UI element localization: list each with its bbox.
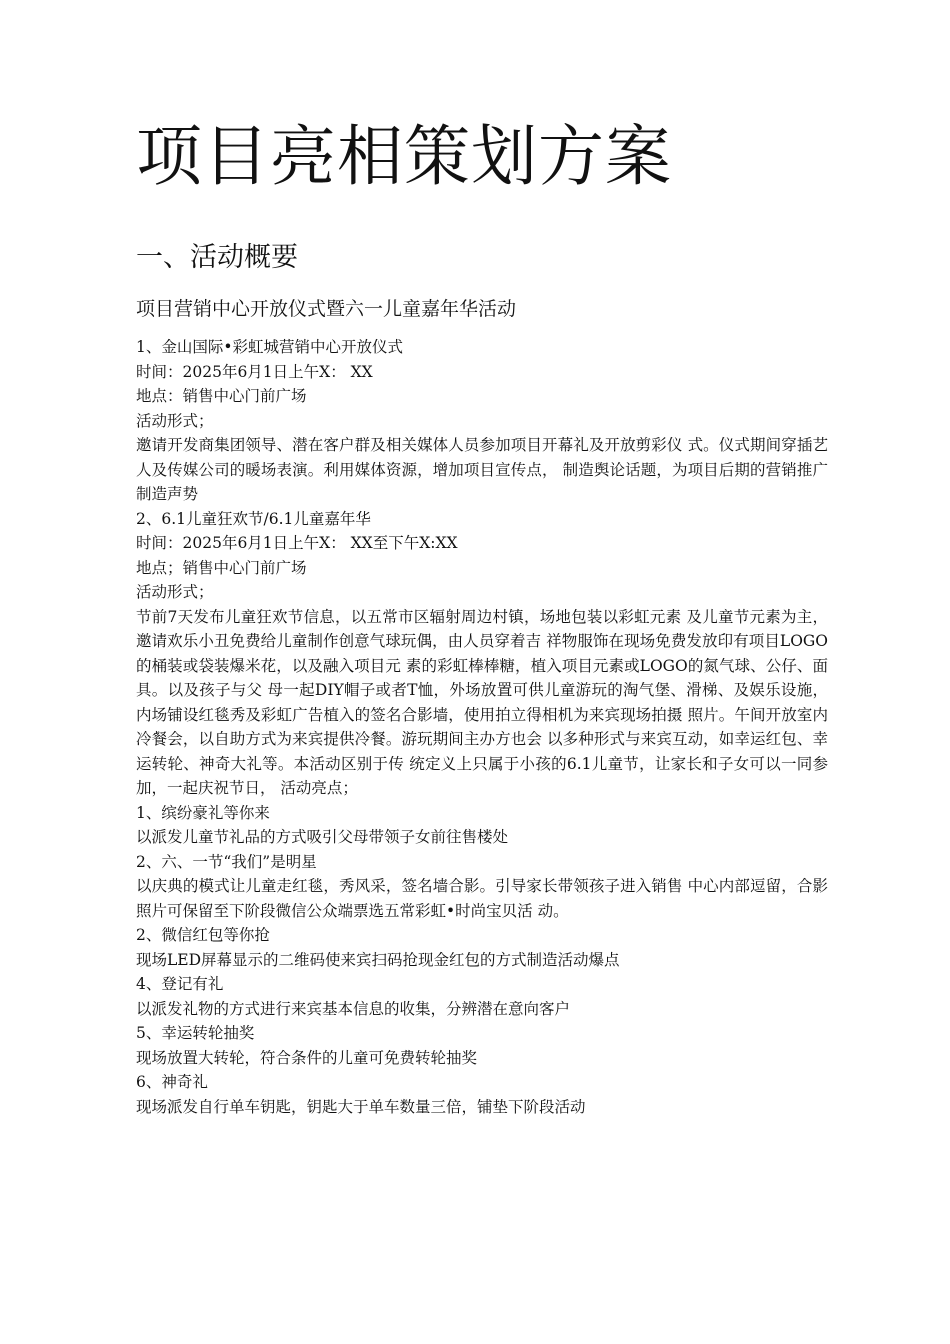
paragraph: 活动形式；: [136, 583, 214, 601]
paragraph: 1、金山国际•彩虹城营销中心开放仪式: [136, 338, 404, 356]
paragraph: 地点；销售中心门前广场: [136, 558, 307, 577]
paragraph: 节前7天发布儿童狂欢节信息，以五常市区辐射周边村镇，场地包装以彩虹元素 及儿童节元素为主，邀请欢乐小丑免费给儿童制作创意气球玩偶，由人员穿着吉 祥物服饰在现场免费发放印有项目LOGO的桶装或袋装爆米花，以及融入项目元 素的彩虹棒棒糖，植入项目元素或LOGO的氮气球、公仔、面具。以及孩子与父 母一起DIY帽子或者T恤，外场放置可供儿童游玩的淘气堡、滑梯、及娱乐设施， 内场铺设红毯秀及彩虹广告植入的签名合影墙，使用拍立得相机为来宾现场拍摄 照片。午间开放室内冷餐会，以自助方式为来宾提供冷餐。游玩期间主办方也会 以多种形式与来宾互动，如幸运红包、幸运转轮、神奇大礼等。本活动区别于传 统定义上只属于小孩的6.1儿童节，让家长和子女可以一同参加，一起庆祝节日， 活动亮点；: [136, 607, 828, 797]
paragraph: 活动形式；: [136, 411, 214, 430]
paragraph: 地点：销售中心门前广场: [136, 387, 307, 405]
paragraph: 时间：2025年6月1日上午X： XX至下午X:XX: [136, 534, 458, 552]
paragraph: 1、缤纷豪礼等你来: [136, 803, 270, 822]
document-body: [136, 335, 828, 1119]
section-heading: 一、活动概要: [136, 242, 298, 273]
paragraph: 邀请开发商集团领导、潜在客户群及相关媒体人员参加项目开幕礼及开放剪彩仪 式。仪式期间穿插艺人及传媒公司的暖场表演。利用媒体资源，增加项目宣传点， 制造舆论话题，为项目后期的营销推广制造声势: [136, 436, 828, 503]
paragraph: 现场派发自行单车钥匙，钥匙大于单车数量三倍，铺垫下阶段活动: [136, 1097, 586, 1116]
document-title: 项目亮相策划方案: [136, 118, 672, 195]
paragraph: 2、微信红包等你抢: [136, 926, 270, 944]
paragraph: 以派发儿童节礼品的方式吸引父母带领子女前往售楼处: [136, 828, 509, 846]
paragraph: 6、神奇礼: [136, 1073, 208, 1091]
paragraph: 以派发礼物的方式进行来宾基本信息的收集，分辨潜在意向客户: [136, 999, 571, 1018]
paragraph: 以庆典的模式让儿童走红毯，秀风采，签名墙合影。引导家长带领孩子进入销售 中心内部逗留，合影照片可保留至下阶段微信公众端票选五常彩虹•时尚宝贝活 动。: [136, 877, 828, 920]
event-subtitle: 项目营销中心开放仪式暨六一儿童嘉年华活动: [136, 298, 517, 320]
paragraph: 2、六、一节“我们”是明星: [136, 852, 317, 871]
paragraph: 5、幸运转轮抽奖: [136, 1024, 255, 1042]
paragraph: 现场放置大转轮，符合条件的儿童可免费转轮抽奖: [136, 1048, 478, 1067]
paragraph: 4、登记有礼: [136, 975, 224, 993]
paragraph: 2、6.1儿童狂欢节/6.1儿童嘉年华: [136, 509, 371, 528]
paragraph: 时间：2025年6月1日上午X： XX: [136, 362, 373, 381]
paragraph: 现场LED屏幕显示的二维码使来宾扫码抢现金红包的方式制造活动爆点: [136, 950, 620, 969]
